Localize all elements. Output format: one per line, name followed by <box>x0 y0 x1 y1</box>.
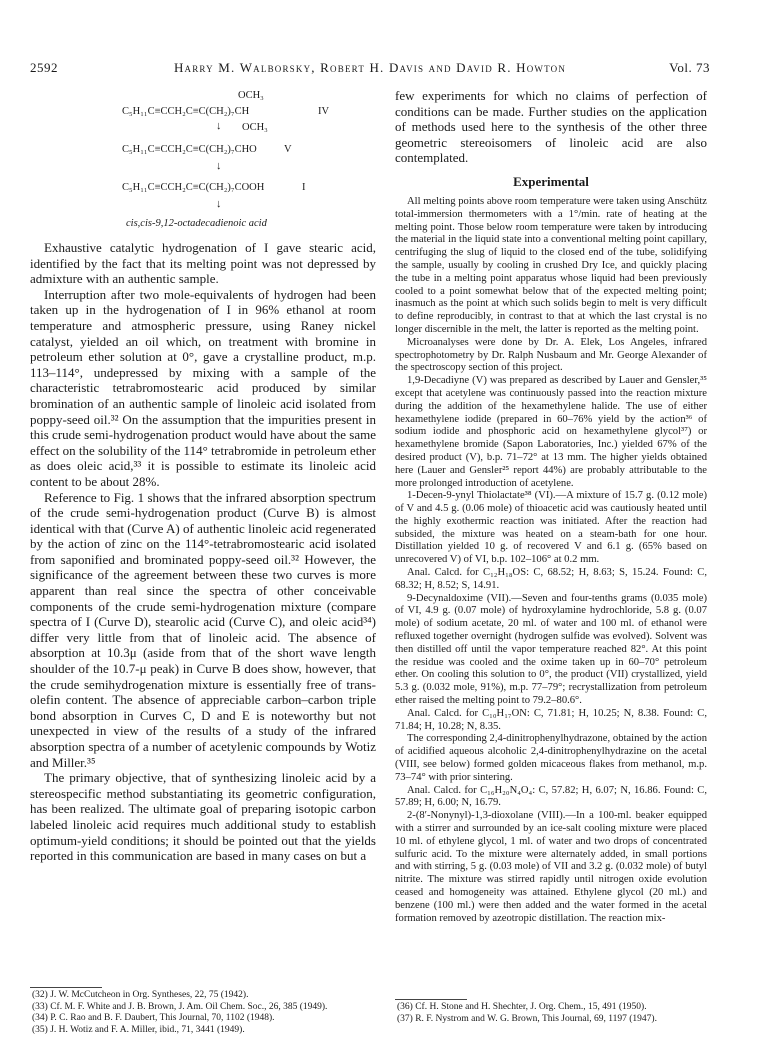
footnote: (37) R. F. Nystrom and W. G. Brown, This Journal, 69, 1197 (1947). <box>397 1013 657 1024</box>
product-name: cis,cis-9,12-octadecadienoic acid <box>126 218 267 229</box>
reaction-arrow: ↓ <box>216 160 222 172</box>
footnote: (33) Cf. M. F. White and J. B. Brown, J. Am. Oil Chem. Soc., 26, 385 (1949). <box>32 1001 328 1012</box>
formula-iv-och3-top: OCH₃ <box>238 90 264 101</box>
left-body-text <box>30 240 376 864</box>
paragraph: 1-Decen-9-ynyl Thiolactate³⁸ (VI).—A mixture of 15.7 g. (0.12 mole) of V and 4.5 g. (0.06 mole) of thioacetic acid was cautiously heated until the highly exothermic reaction was initiated. After the reaction had subsided, the mixture was heated on a steam-bath for one hour. Distillation yielded 10 g. of recovered V and 6.1 g. (65% based on unrecovered V) of VI, b.p. 102–106° at 0.2 mm. <box>395 490 707 566</box>
footnote-rule <box>30 987 102 988</box>
footnote: (35) J. H. Wotiz and F. A. Miller, ibid., 71, 3441 (1949). <box>32 1024 245 1035</box>
paragraph: 1,9-Decadiyne (V) was prepared as described by Lauer and Gensler,³⁵ except that acetylene was continuously passed into the reaction mixture during the addition of the hexamethylene halide. The use of either hexamethylene iodide (prepared in 60–76% yield by the action³⁶ of sodium iodide and phosphoric acid on hexamethylene glycol³⁷) or hexamethylene bromide (Sapon Laboratories, Inc.) yielded 67% of the desired product (V), b.p. 71–72° at 13 mm. The higher yields obtained here (Lauer and Gensler²⁵ report 44%) are probably attributable to the more prolonged introduction of acetylene. <box>395 375 707 489</box>
paragraph: Anal. Calcd. for C₁₆H₂₀N₄O₄: C, 57.82; H, 6.07; N, 16.86. Found: C, 57.89; H, 6.00; N, 16.79. <box>395 784 707 809</box>
reaction-scheme <box>30 88 376 238</box>
footnote: (32) J. W. McCutcheon in Org. Syntheses, 22, 75 (1942). <box>32 990 249 1000</box>
left-column <box>30 88 376 1035</box>
right-intro-text <box>395 88 707 166</box>
formula-i: C₅H₁₁C≡CCH₂C≡C(CH₂)₇COOH <box>122 182 265 193</box>
page-number: 2592 <box>30 60 58 75</box>
reaction-arrow: ↓ <box>216 120 222 132</box>
footnote: (36) Cf. H. Stone and H. Shechter, J. Org. Chem., 15, 491 (1950). <box>397 1002 647 1012</box>
paragraph: Interruption after two mole-equivalents of hydrogen had been taken up in the hydrogenation of I in 96% ethanol at room temperature and atmospheric pressure, using Raney nickel catalyst, yielded an oil which, on treatment with bromine in petroleum ether solution at 0°, gave a crystalline product, m.p. 113–114°, undepressed by mixing with a sample of the characteristic tetrabromostearic acid produced by similar bromination of an authentic sample of linoleic acid isolated from poppy-seed oil.³² On the assumption that the impurities present in this crude semi-hydrogenation product would have about the same effect on the solubility of the 114° tetrabromide in petroleum ether as does oleic acid,³³ it is possible to estimate its linoleic acid content to be about 28%. <box>30 286 376 489</box>
paragraph: Exhaustive catalytic hydrogenation of I gave stearic acid, identified by the fact that its melting point was not depressed by admixture with an authentic sample. <box>30 240 376 287</box>
paragraph: Reference to Fig. 1 shows that the infrared absorption spectrum of the crude semi-hydrogenation product (Curve B) is almost identical with that (Curve A) of authentic linoleic acid regenerated by the action of zinc on the 114°-tetrabromostearic acid isolated from saponified and brominated poppy-seed oil.³² However, the significance of the agreement between these two curves is more apparent than real since the spectra of other conceivable components of the crude semi-hydrogenation mixture (compare spectra of I (Curve D), stearolic acid (Curve C), and oleic acid³⁴) differ very little from that of linoleic acid. The absence of absorption at 10.3μ (aside from that of the short wave length shoulder of the 10.7-μ peak) in Curve B does show, however, that the crude semihydrogenation mixture is essentially free of trans-olefin content. The absence of appreciable carbon–carbon triple bond absorption in Curves C, D and E is noteworthy but not unexpected in view of the results of a study of the infrared absorption spectra of a number of acetylenic compounds by Wotiz and Miller.³⁵ <box>30 489 376 770</box>
running-authors: Harry M. Walborsky, Robert H. Davis and David R. Howton <box>173 60 567 75</box>
compound-label-i: I <box>302 182 306 193</box>
experimental-text <box>395 196 707 925</box>
right-column <box>395 88 707 1024</box>
paragraph: 2-(8′-Nonynyl)-1,3-dioxolane (VIII).—In a 100-ml. beaker equipped with a stirrer and surrounded by an ice-salt cooling mixture were placed 10 ml. of ethylene glycol, 1 ml. of water and two drops of concentrated sulfuric acid. To the mixture were alternately added, in small portions and with stirring, 5 g. (0.03 mole) of VII and 3.2 g. (0.032 mole) of butyl nitrite. The mixture was stirred rapidly until nitrogen oxide evolution ceased and homogeneity was attained. Ethylene glycol (20 ml.) and benzene (100 ml.) were then added and the water formed in the acetal formation removed by azeotropic distillation. The reaction mix- <box>395 810 707 924</box>
paragraph: few experiments for which no claims of perfection of conditions can be made. Further studies on the application of methods used here to the synthesis of the other three geometric stereoisomers of linoleic acid are also contemplated. <box>395 88 707 166</box>
right-footnotes <box>395 999 707 1025</box>
paragraph: The primary objective, that of synthesizing linoleic acid by a stereospecific method substantiating its geometric configuration, has been realized. The ultimate goal of preparing isotopic carbon labeled linoleic acid requires much additional study to establish optimum-yield conditions; it should be pointed out that the yields reported in this communication are based in many cases on but a <box>30 770 376 864</box>
volume-label: Vol. 73 <box>669 60 710 75</box>
footnote-rule <box>395 999 467 1000</box>
formula-iv: C₅H₁₁C≡CCH₂C≡C(CH₂)₇CH <box>122 106 250 117</box>
running-header <box>30 60 710 76</box>
left-footnotes <box>30 987 376 1036</box>
footnote: (34) P. C. Rao and B. F. Daubert, This Journal, 70, 1102 (1948). <box>32 1013 275 1024</box>
paragraph: All melting points above room temperature were taken using Anschütz total-immersion thermometers with a 1°/min. rate of heating at the melting point. Those below room temperature were taken by introducing the material in the liquid state into a conventional melting point capillary, centrifuging the slug of liquid to the closed end of the tube, solidifying the sample, usually by cooling in crushed Dry Ice, and quickly placing the tube in a melting point apparatus whose liquid had been previously cooled to a point somewhat below that of the expected melting point; inasmuch as the point at which such solids begin to melt is very difficult to define reproducibly, in contrast to that at which the last crystal is no longer discernible in the melt, the latter is reported as the melting point. <box>395 195 707 335</box>
compound-label-iv: IV <box>318 106 330 117</box>
paragraph: 9-Decynaldoxime (VII).—Seven and four-tenths grams (0.035 mole) of VI, 4.9 g. (0.07 mole) of hydroxylamine hydrochloride, 5.8 g. (0.07 mole) of sodium acetate, 20 ml. of water and 100 ml. of ethanol were refluxed together overnight (hydrogen sulfide was evolved). Solvent was then distilled off until the vapor temperature reached 82°. At this point the residue was cooled and the oxime taken up in 60–70° petroleum ether. On cooling this solution to 0°, the product (VII) crystallized, yield 5.3 g. (0.032 mole, 91%), m.p. 77–79°; recrystallization from petroleum ether raised the melting point to 79.2–80.6°. <box>395 592 707 707</box>
paragraph: The corresponding 2,4-dinitrophenylhydrazone, obtained by the action of acidified aqueous alcoholic 2,4-dinitrophenylhydrazine on the acetal (VIII, see below) formed golden micaceous flakes from methanol, m.p. 73–74° with prior sintering. <box>395 733 707 783</box>
formula-iv-och3-bottom: OCH₃ <box>242 122 268 133</box>
paragraph: Anal. Calcd. for C₁₀H₁₇ON: C, 71.81; H, 10.25; N, 8.38. Found: C, 71.84; H, 10.28; N, 8.35. <box>395 707 707 732</box>
formula-v: C₅H₁₁C≡CCH₂C≡C(CH₂)₇CHO <box>122 144 257 155</box>
compound-label-v: V <box>284 144 292 155</box>
section-title: Experimental <box>513 173 589 189</box>
reaction-arrow: ↓ <box>216 198 222 210</box>
paragraph: Microanalyses were done by Dr. A. Elek, Los Angeles, infrared spectrophotometry by Dr. Ralph Nusbaum and Mr. George Alexander of the spectroscopy section of this project. <box>395 336 707 374</box>
paragraph: Anal. Calcd. for C₁₂H₁₈OS: C, 68.52; H, 8.63; S, 15.24. Found: C, 68.32; H, 8.52; S, 14.91. <box>395 567 707 591</box>
